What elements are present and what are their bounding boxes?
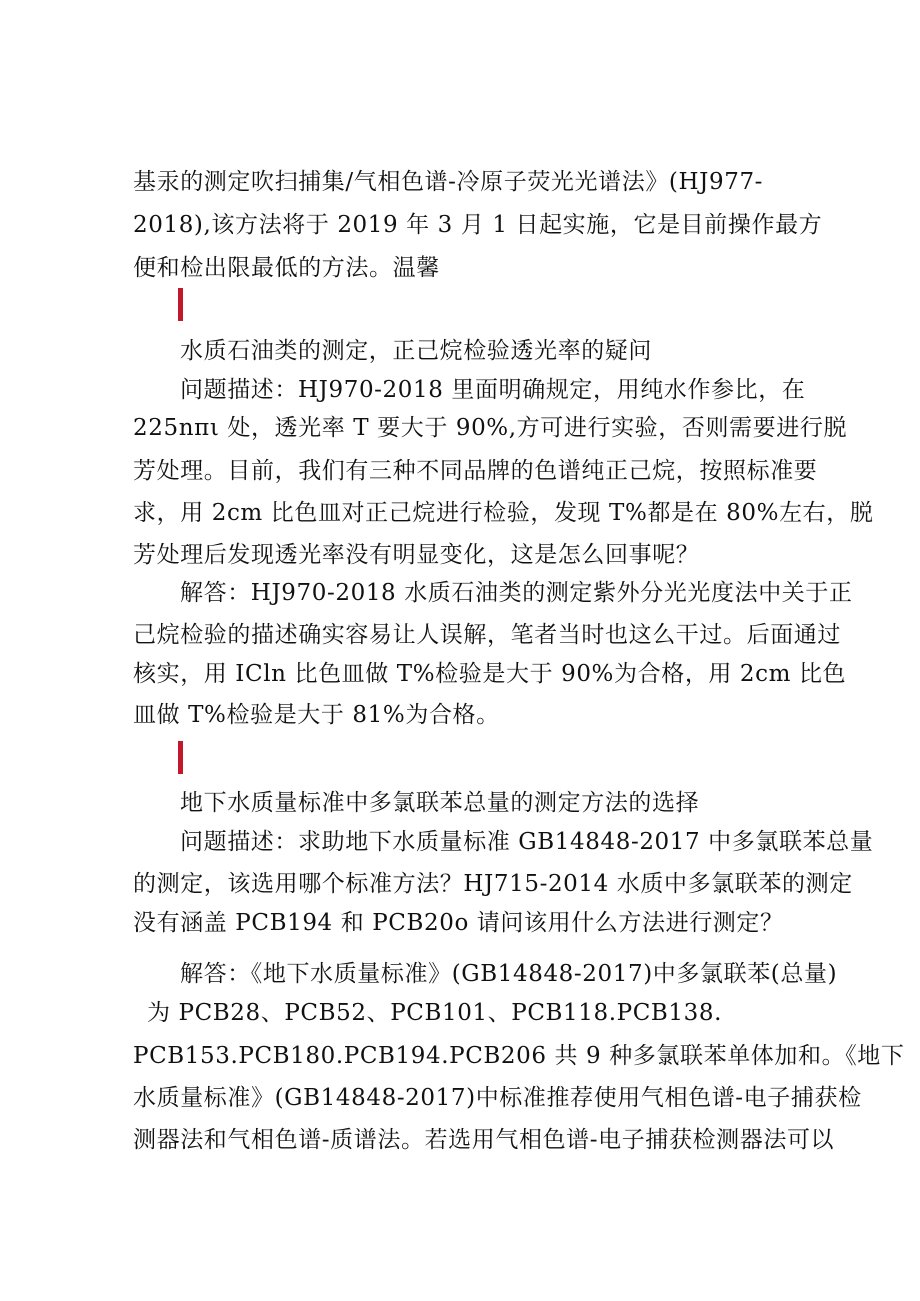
section1-title: 水质石油类的测定，正己烷检验透光率的疑问: [180, 338, 652, 364]
section2-title: 地下水质量标准中多氯联苯总量的测定方法的选择: [180, 790, 700, 816]
intro-line-2: 2018),该方法将于 2019 年 3 月 1 日起实施，它是目前操作最方: [133, 212, 823, 238]
section1-answer-line-1: 解答：HJ970-2018 水质石油类的测定紫外分光光度法中关于正: [180, 580, 853, 606]
section2-question-line-2: 的测定，该选用哪个标准方法？HJ715-2014 水质中多氯联苯的测定: [133, 871, 853, 897]
section1-question-line-2: 225nπι 处，透光率 T 要大于 90%,方可进行实验，否则需要进行脱: [133, 415, 848, 441]
section1-question-line-3: 芳处理。目前，我们有三种不同品牌的色谱纯正己烷，按照标准要: [133, 458, 818, 484]
section1-question-line-5: 芳处理后发现透光率没有明显变化，这是怎么回事呢？: [133, 542, 700, 568]
section2-answer-line-4: 水质量标准》(GB14848-2017)中标准推荐使用气相色谱-电子捕获检: [133, 1085, 862, 1111]
intro-line-3: 便和检出限最低的方法。温馨: [133, 255, 440, 281]
section2-answer-line-5: 测器法和气相色谱-质谱法。若选用气相色谱-电子捕获检测器法可以: [133, 1127, 835, 1153]
section2-answer-line-1: 解答：《地下水质量标准》(GB14848-2017)中多氯联苯(总量): [180, 961, 838, 987]
section-marker-1: [178, 288, 183, 321]
section2-answer-line-3: PCB153.PCB180.PCB194.PCB206 共 9 种多氯联苯单体加和。《地下: [133, 1043, 905, 1069]
section2-question-line-3: 没有涵盖 PCB194 和 PCB20o 请问该用什么方法进行测定？: [133, 910, 784, 936]
section2-question-line-1: 问题描述：求助地下水质量标准 GB14848-2017 中多氯联苯总量: [180, 829, 874, 855]
section1-question-line-4: 求，用 2cm 比色皿对正己烷进行检验，发现 T%都是在 80%左右，脱: [133, 500, 874, 526]
section1-answer-line-3: 核实，用 ICln 比色皿做 T%检验是大于 90%为合格，用 2cm 比色: [133, 661, 847, 687]
section1-answer-line-4: 皿做 T%检验是大于 81%为合格。: [133, 702, 500, 728]
section2-answer-line-2: 为 PCB28、PCB52、PCB101、PCB118.PCB138.: [147, 1000, 723, 1026]
section1-answer-line-2: 己烷检验的描述确实容易让人误解，笔者当时也这么干过。后面通过: [133, 622, 841, 648]
intro-line-1: 基汞的测定吹扫捕集/气相色谱-冷原子荧光光谱法》(HJ977-: [133, 169, 764, 195]
section-marker-2: [178, 741, 183, 774]
section1-question-line-1: 问题描述：HJ970-2018 里面明确规定，用纯水作参比，在: [180, 377, 806, 403]
